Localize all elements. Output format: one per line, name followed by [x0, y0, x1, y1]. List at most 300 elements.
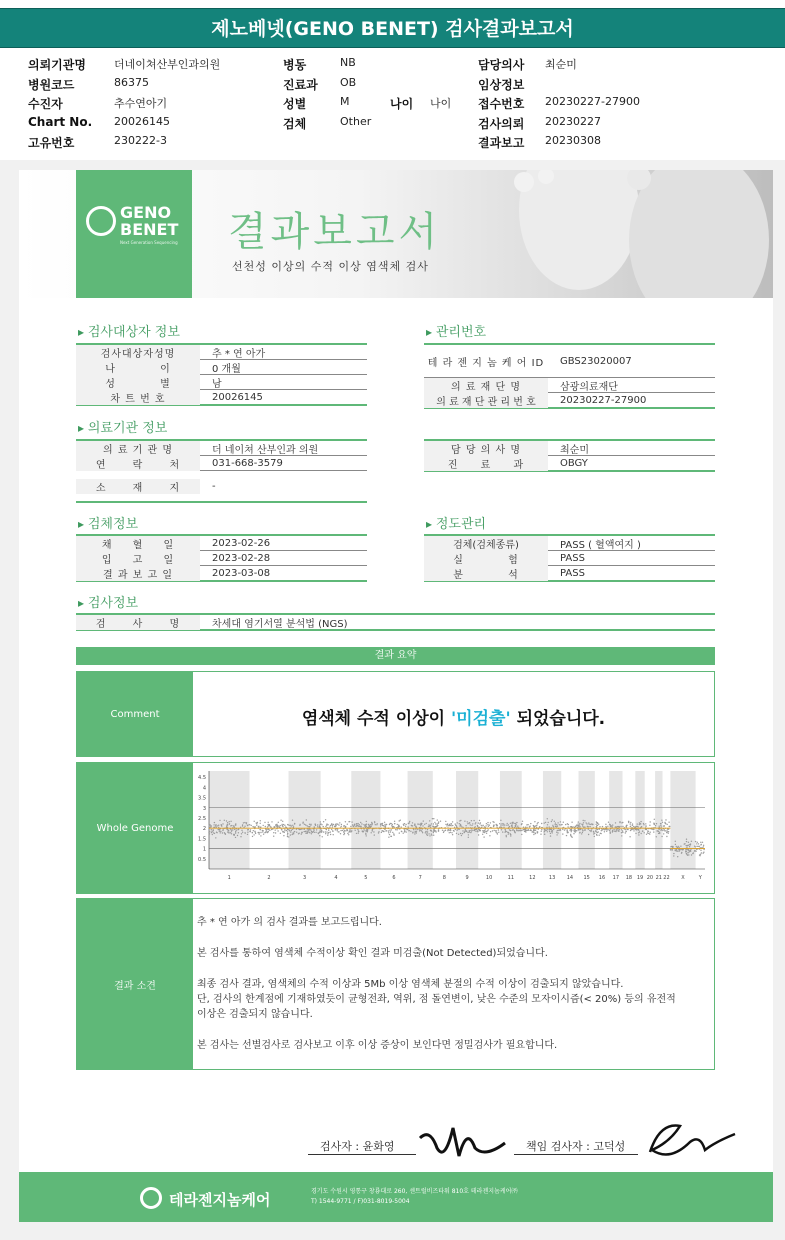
data-point	[350, 826, 351, 827]
data-point	[327, 833, 328, 834]
data-point	[655, 825, 656, 826]
data-point	[669, 826, 670, 827]
x-tick-label: 17	[612, 875, 620, 881]
data-point	[564, 829, 565, 830]
data-point	[313, 830, 314, 831]
data-point	[665, 823, 666, 824]
data-point	[319, 835, 320, 836]
data-point	[320, 823, 321, 824]
data-point	[556, 832, 557, 833]
data-point	[549, 831, 550, 832]
data-point	[544, 834, 545, 835]
data-point	[695, 851, 696, 852]
row-value: 20230227-27900	[560, 394, 647, 406]
data-point	[307, 833, 308, 834]
data-point	[452, 825, 453, 826]
tester-label: 검사자 : 윤화영	[320, 1140, 395, 1153]
data-point	[276, 826, 277, 827]
data-point	[459, 825, 460, 826]
data-point	[633, 826, 634, 827]
data-point	[679, 850, 680, 851]
data-point	[587, 826, 588, 827]
data-point	[656, 823, 657, 824]
data-point	[385, 827, 386, 828]
data-point	[336, 825, 337, 826]
data-point	[570, 834, 571, 835]
data-point	[519, 830, 520, 831]
data-point	[456, 830, 457, 831]
data-point	[425, 831, 426, 832]
data-point	[467, 832, 468, 833]
data-point	[235, 824, 236, 825]
x-tick-label: 16	[598, 875, 606, 881]
data-point	[322, 836, 323, 837]
data-point	[445, 830, 446, 831]
data-point	[581, 833, 582, 834]
data-point	[435, 830, 436, 831]
data-point	[431, 823, 432, 824]
data-point	[308, 832, 309, 833]
data-point	[472, 830, 473, 831]
row-label: 의 료 재 단 관 리 번 호	[424, 393, 548, 408]
data-point	[686, 853, 687, 854]
data-point	[571, 829, 572, 830]
data-point	[231, 825, 232, 826]
row-label: 검사대상자성명	[76, 345, 200, 360]
data-point	[242, 824, 243, 825]
data-point	[703, 846, 704, 847]
report-title: 제노베넷(GENO BENET) 검사결과보고서	[0, 8, 785, 48]
data-point	[275, 829, 276, 830]
data-point	[210, 824, 211, 825]
data-point	[612, 824, 613, 825]
data-point	[482, 834, 483, 835]
row-value: 삼광의료재단	[560, 381, 618, 393]
data-point	[260, 823, 261, 824]
table-row	[424, 536, 715, 550]
data-point	[574, 829, 575, 830]
row-value: 2023-02-26	[212, 537, 271, 549]
data-point	[391, 829, 392, 830]
data-point	[550, 835, 551, 836]
data-point	[465, 825, 466, 826]
data-point	[377, 823, 378, 824]
data-point	[211, 829, 212, 830]
data-point	[465, 829, 466, 830]
data-point	[414, 824, 415, 825]
data-point	[309, 824, 310, 825]
subject-table	[76, 343, 367, 406]
data-point	[675, 841, 676, 842]
data-point	[615, 831, 616, 832]
data-point	[661, 820, 662, 821]
data-point	[616, 830, 617, 831]
data-point	[268, 829, 269, 830]
data-point	[269, 825, 270, 826]
data-point	[675, 850, 676, 851]
data-point	[284, 825, 285, 826]
data-point	[226, 825, 227, 826]
data-point	[582, 829, 583, 830]
data-point	[473, 820, 474, 821]
data-point	[533, 829, 534, 830]
data-point	[540, 834, 541, 835]
data-point	[326, 823, 327, 824]
data-point	[676, 850, 677, 851]
data-point	[286, 830, 287, 831]
data-point	[663, 825, 664, 826]
data-point	[443, 831, 444, 832]
data-point	[451, 832, 452, 833]
x-tick-label: 3	[302, 875, 307, 881]
row-label: 차 트 번 호	[76, 390, 200, 405]
field-value: 더네이쳐산부인과의원	[114, 58, 221, 71]
data-point	[588, 829, 589, 830]
data-point	[215, 837, 216, 838]
data-point	[589, 826, 590, 827]
x-tick-label: 9	[465, 875, 469, 881]
comment-pre: 염색체 수적 이상이	[301, 709, 451, 729]
data-point	[488, 829, 489, 830]
data-point	[687, 852, 688, 853]
data-point	[373, 831, 374, 832]
data-point	[506, 836, 507, 837]
data-point	[571, 822, 572, 823]
data-point	[551, 821, 552, 822]
data-point	[455, 823, 456, 824]
data-point	[559, 830, 560, 831]
field-value: 20230227-27900	[545, 95, 640, 108]
data-point	[429, 835, 430, 836]
row-value: 남	[212, 378, 222, 390]
data-point	[435, 826, 436, 827]
data-point	[551, 829, 552, 830]
data-point	[417, 823, 418, 824]
data-point	[618, 831, 619, 832]
data-point	[585, 822, 586, 823]
data-point	[619, 826, 620, 827]
banner-title: 결과보고서	[228, 209, 442, 255]
data-point	[293, 832, 294, 833]
data-point	[320, 821, 321, 822]
data-point	[458, 834, 459, 835]
data-point	[343, 831, 344, 832]
data-point	[549, 826, 550, 827]
data-point	[632, 823, 633, 824]
data-point	[477, 830, 478, 831]
data-point	[271, 821, 272, 822]
data-point	[319, 832, 320, 833]
data-point	[583, 822, 584, 823]
data-point	[446, 825, 447, 826]
data-point	[262, 831, 263, 832]
row-label: 검 사 명	[76, 615, 200, 630]
data-point	[610, 824, 611, 825]
data-point	[486, 831, 487, 832]
data-point	[546, 830, 547, 831]
table-row	[424, 441, 715, 455]
data-point	[229, 821, 230, 822]
data-point	[686, 839, 687, 840]
data-point	[237, 835, 238, 836]
data-point	[260, 820, 261, 821]
data-point	[371, 826, 372, 827]
field-value: 추수연아기	[114, 97, 168, 110]
data-point	[234, 829, 235, 830]
data-point	[668, 833, 669, 834]
field-label: 검사의뢰	[478, 116, 525, 131]
data-point	[339, 822, 340, 823]
data-point	[292, 829, 293, 830]
data-point	[479, 830, 480, 831]
field-value: 20230227	[545, 114, 601, 128]
data-point	[268, 822, 269, 823]
data-point	[525, 831, 526, 832]
data-point	[485, 831, 486, 832]
data-point	[247, 832, 248, 833]
data-point	[319, 827, 320, 828]
data-point	[365, 824, 366, 825]
data-point	[671, 849, 672, 850]
comment-label: Comment	[77, 672, 193, 756]
data-point	[582, 825, 583, 826]
data-point	[625, 831, 626, 832]
data-point	[260, 835, 261, 836]
table-row	[76, 615, 715, 629]
data-point	[216, 827, 217, 828]
data-point	[224, 820, 225, 821]
data-point	[268, 831, 269, 832]
data-point	[363, 829, 364, 830]
data-point	[403, 833, 404, 834]
table-row	[76, 345, 367, 359]
data-point	[648, 833, 649, 834]
data-point	[510, 833, 511, 834]
data-point	[493, 826, 494, 827]
data-point	[537, 823, 538, 824]
data-point	[238, 832, 239, 833]
data-point	[301, 833, 302, 834]
data-point	[659, 833, 660, 834]
data-point	[254, 821, 255, 822]
y-tick-label: 1	[202, 846, 206, 853]
data-point	[514, 823, 515, 824]
data-point	[374, 834, 375, 835]
data-point	[443, 832, 444, 833]
data-point	[288, 836, 289, 837]
data-point	[504, 824, 505, 825]
row-label: 테 라 젠 지 놈 케 어 ID	[427, 357, 545, 369]
data-point	[317, 824, 318, 825]
data-point	[252, 832, 253, 833]
data-point	[226, 829, 227, 830]
data-point	[629, 836, 630, 837]
data-point	[431, 830, 432, 831]
data-point	[420, 824, 421, 825]
data-point	[265, 826, 266, 827]
whole-genome-chart	[195, 767, 711, 889]
data-point	[230, 821, 231, 822]
data-point	[577, 823, 578, 824]
data-point	[537, 831, 538, 832]
data-point	[284, 832, 285, 833]
data-point	[215, 824, 216, 825]
data-point	[248, 829, 249, 830]
data-point	[277, 826, 278, 827]
data-point	[606, 829, 607, 830]
data-point	[462, 830, 463, 831]
data-point	[375, 824, 376, 825]
data-point	[516, 822, 517, 823]
chromosome-band	[579, 771, 595, 869]
data-point	[228, 832, 229, 833]
data-point	[507, 832, 508, 833]
data-point	[474, 829, 475, 830]
data-point	[213, 832, 214, 833]
data-point	[693, 852, 694, 853]
data-point	[407, 829, 408, 830]
data-point	[605, 824, 606, 825]
data-point	[557, 822, 558, 823]
data-point	[367, 831, 368, 832]
y-tick-label: 2.5	[198, 815, 206, 822]
data-point	[535, 830, 536, 831]
data-point	[433, 823, 434, 824]
data-point	[697, 842, 698, 843]
x-tick-label: 8	[442, 875, 446, 881]
data-point	[412, 832, 413, 833]
findings-line: 단, 검사의 한계점에 기재하였듯이 균형전좌, 역위, 점 돌연변이, 낮은 수준의 모자이시즘(< 20%) 등의 유전적	[197, 994, 676, 1005]
data-point	[282, 831, 283, 832]
row-value: 더 네이쳐 산부인과 의원	[212, 444, 319, 456]
x-tick-label: 18	[625, 875, 633, 881]
row-label: 검체(검체종류)	[424, 536, 548, 551]
row-value: 2023-02-28	[212, 552, 271, 564]
data-point	[222, 830, 223, 831]
data-point	[517, 826, 518, 827]
data-point	[621, 835, 622, 836]
data-point	[304, 824, 305, 825]
table-row	[424, 345, 715, 377]
banner-subtitle: 선천성 이상의 수적 이상 염색체 검사	[232, 260, 429, 273]
data-point	[576, 825, 577, 826]
data-point	[255, 833, 256, 834]
data-point	[290, 834, 291, 835]
data-point	[400, 820, 401, 821]
data-point	[700, 842, 701, 843]
data-point	[351, 821, 352, 822]
footer-phone: T) 1544-9771 / F)031-8019-5004	[311, 1198, 410, 1205]
field-value: 최순미	[545, 58, 577, 71]
data-point	[236, 830, 237, 831]
data-point	[553, 826, 554, 827]
data-point	[349, 821, 350, 822]
data-point	[529, 826, 530, 827]
data-point	[470, 832, 471, 833]
data-point	[327, 835, 328, 836]
data-point	[287, 829, 288, 830]
data-point	[544, 822, 545, 823]
field-label: 병원코드	[28, 77, 75, 92]
table-row	[424, 566, 715, 580]
data-point	[304, 831, 305, 832]
data-point	[374, 821, 375, 822]
data-point	[467, 821, 468, 822]
data-point	[447, 823, 448, 824]
data-point	[635, 826, 636, 827]
data-point	[492, 830, 493, 831]
data-point	[680, 846, 681, 847]
data-point	[380, 824, 381, 825]
management-table	[424, 343, 715, 409]
data-point	[411, 825, 412, 826]
x-tick-label: 2	[267, 875, 271, 881]
data-point	[325, 831, 326, 832]
row-value: OBGY	[560, 457, 588, 469]
section-title-test: ▸ 검사정보	[78, 592, 138, 611]
x-tick-label: 14	[566, 875, 574, 881]
data-point	[521, 823, 522, 824]
data-point	[596, 835, 597, 836]
field-value: Other	[340, 114, 372, 128]
data-point	[352, 824, 353, 825]
data-point	[281, 824, 282, 825]
header-info	[0, 52, 785, 152]
data-point	[345, 821, 346, 822]
data-point	[214, 822, 215, 823]
data-point	[257, 822, 258, 823]
data-point	[505, 829, 506, 830]
data-point	[321, 824, 322, 825]
data-point	[405, 826, 406, 827]
data-point	[681, 852, 682, 853]
data-point	[565, 824, 566, 825]
data-point	[347, 829, 348, 830]
data-point	[222, 823, 223, 824]
data-point	[500, 824, 501, 825]
data-point	[397, 824, 398, 825]
data-point	[670, 846, 671, 847]
data-point	[423, 820, 424, 821]
y-tick-label: 4.5	[198, 775, 206, 782]
data-point	[384, 822, 385, 823]
data-point	[345, 826, 346, 827]
data-point	[553, 829, 554, 830]
data-point	[362, 831, 363, 832]
data-point	[449, 832, 450, 833]
table-row	[76, 390, 367, 404]
row-label: 분 석	[424, 566, 548, 581]
data-point	[348, 834, 349, 835]
data-point	[478, 822, 479, 823]
data-point	[209, 833, 210, 834]
data-point	[386, 824, 387, 825]
data-point	[372, 829, 373, 830]
data-point	[667, 824, 668, 825]
data-point	[250, 831, 251, 832]
data-point	[275, 832, 276, 833]
data-point	[445, 821, 446, 822]
data-point	[290, 831, 291, 832]
data-point	[342, 830, 343, 831]
data-point	[219, 820, 220, 821]
data-point	[605, 826, 606, 827]
data-point	[578, 826, 579, 827]
data-point	[468, 834, 469, 835]
table-row	[76, 566, 367, 580]
data-point	[450, 830, 451, 831]
findings-text	[197, 915, 707, 1053]
